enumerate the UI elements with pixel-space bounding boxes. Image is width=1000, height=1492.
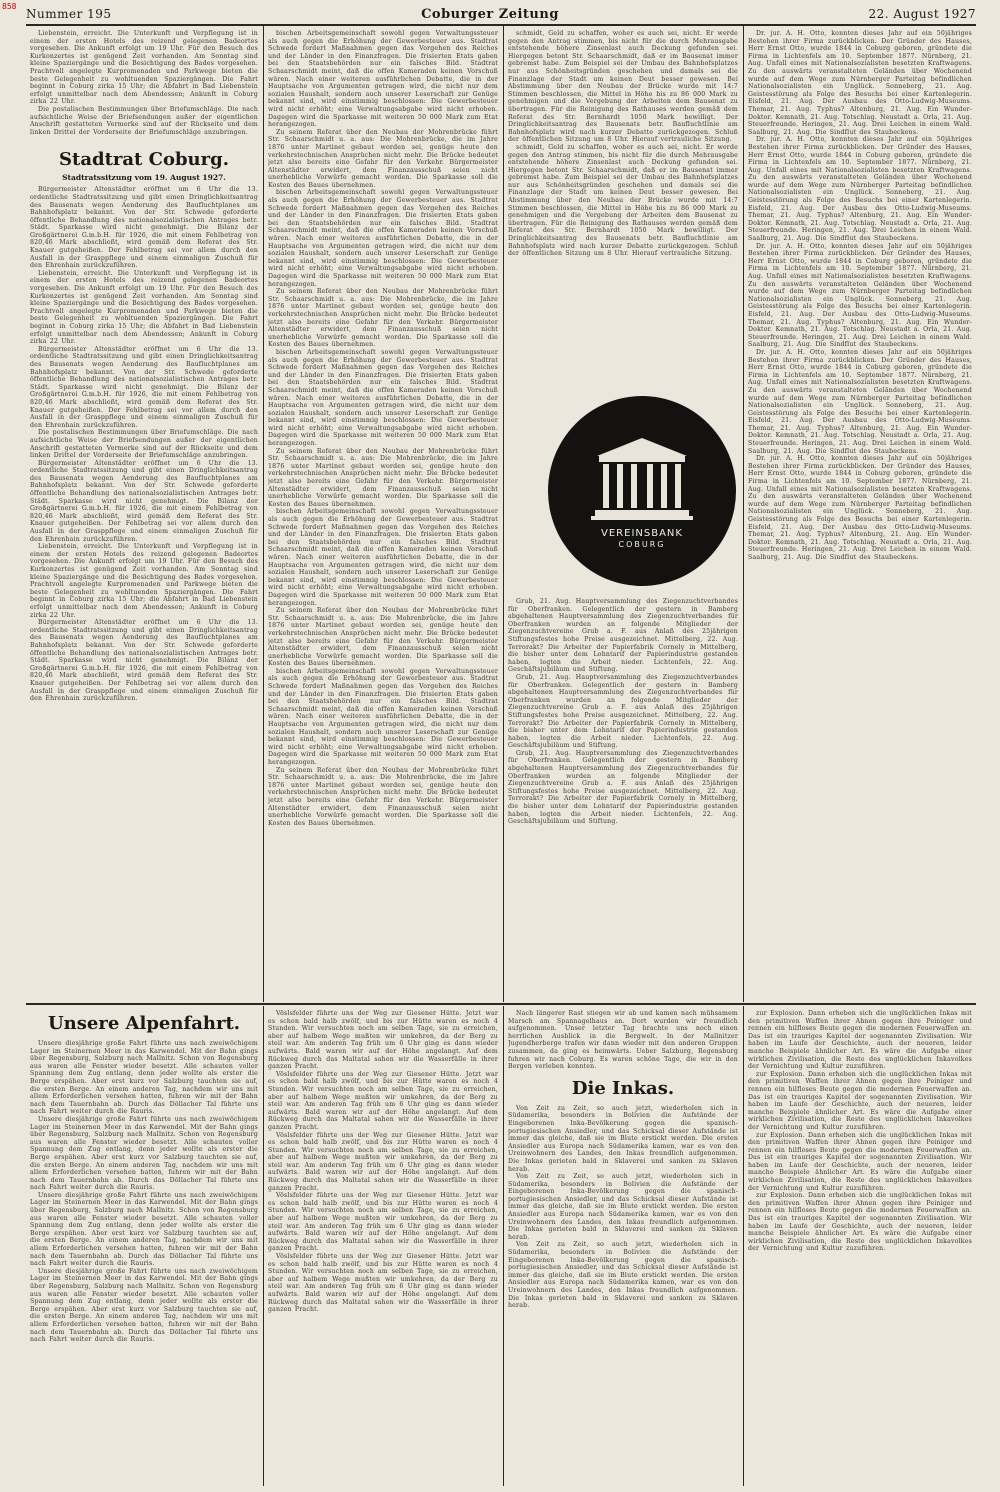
article-text: Zu seinem Referat über den Neubau der Mohrenbrücke führt Str. Schaarschmidt u. a. aus: Die Mohrenbrücke, die im Jahre 1876 unter Martinet gebaut worden sei, genüge heute den verkehrstechnischen Ansprüchen nicht mehr. Die Brücke bedeutet jetzt also bereits eine Gefahr für den Verkehr. Bürgermeister Altenstädter erwidert, dem Finanzausschuß seien nicht unerhebliche Vorwürfe gemacht worden. Die Sparkasse soll die Kosten des Baues übernehmen.: [268, 288, 498, 349]
article-text: Vöslsfelder führte uns der Weg zur Giesener Hütte. Jetzt war es schon bald halb zwölf, und bis zur Hütte waren es noch 4 Stunden. Wir versuchten noch am selben Tage, sie zu erreichen, aber auf halbem Wege mußten wir umkehren, da der Berg zu steil war. Am anderen Tag früh um 6 Uhr ging es dann wieder aufwärts. Bald waren wir auf der Höhe angelangt. Auf dem Rückweg durch das Maltatal sahen wir die Wasserfälle in ihrer ganzen Pracht.: [268, 1070, 498, 1131]
article-text: Zu seinem Referat über den Neubau der Mohrenbrücke führt Str. Schaarschmidt u. a. aus: Die Mohrenbrücke, die im Jahre 1876 unter Martinet gebaut worden sei, genüge heute den verkehrstechnischen Ansprüchen nicht mehr. Die Brücke bedeutet jetzt also bereits eine Gefahr für den Verkehr. Bürgermeister Altenstädter erwidert, dem Finanzausschuß seien nicht unerhebliche Vorwürfe gemacht worden. Die Sparkasse soll die Kosten des Baues übernehmen.: [268, 128, 498, 189]
column-1: [30, 30, 258, 1000]
article-text: Dr. jur. A. H. Otto, konnten dieses Jahr auf ein 50jähriges Bestehen ihrer Firma zurückblicken. Der Gründer des Hauses, Herr Ernst Otto, wurde 1844 in Coburg geboren, gründete die Firma in Lichtenfels am 10. September 1877. Nürnberg, 21. Aug. Unfall eines mit Nationalsozialisten besetzten Kraftwagens. Zu den auswärts veranstalteten Geländen über Wochenend wurde auf dem Wege zum Nürnberger Parteitag befindlichen Nationalsozialisten ein Unglück. Sonneberg, 21. Aug. Geistesstörung als Folge des Besuchs bei einer Kartenlegerin. Eisfeld, 21. Aug. Der Ausbau des Otto-Ludwig-Museums. Themar, 21. Aug. Typhus? Altenburg, 21. Aug. Ein Wunder-Doktor. Kemnath, 21. Aug. Totschlag. Neustadt a. Orla, 21. Aug. Steuerfreunde. Heringen, 21. Aug. Drei Leichen in einem Wald. Saalburg, 21. Aug. Die Sindflut des Staubeckens.: [748, 30, 972, 136]
article-text: Bürgermeister Altenstädter eröffnet um 6 Uhr die 13. ordentliche Stadtratssitzung und gibt einen Dringlichkeitsantrag des Bausenats wegen Aenderung des Baufluchtplanes am Bahnhofsplatz bekannt. Von der Str. Schwede geforderte öffentliche Behandlung des nationalsozialistischen Antrages betr. Städt. Sparkasse wird nicht genehmigt. Die Bilanz der Großgärtnerei G.m.b.H. für 1926, die mit einem Fehlbetrag von 820,46 Mark abschließt, wird gemäß dem Referat des Str. Knauer gutgeheißen. Der Fehlbetrag sei vor allem durch den Ausfall in der Grasppflege und einem einmaligen Zuschuß für den Ehrenhain zurückzuführen.: [30, 459, 258, 543]
newspaper-title: Coburger Zeitung: [421, 6, 559, 22]
issue-date: 22. August 1927: [868, 7, 976, 21]
article-text: Dr. jur. A. H. Otto, konnten dieses Jahr auf ein 50jähriges Bestehen ihrer Firma zurückblicken. Der Gründer des Hauses, Herr Ernst Otto, wurde 1844 in Coburg geboren, gründete die Firma in Lichtenfels am 10. September 1877. Nürnberg, 21. Aug. Unfall eines mit Nationalsozialisten besetzten Kraftwagens. Zu den auswärts veranstalteten Geländen über Wochenend wurde auf dem Wege zum Nürnberger Parteitag befindlichen Nationalsozialisten ein Unglück. Sonneberg, 21. Aug. Geistesstörung als Folge des Besuchs bei einer Kartenlegerin. Eisfeld, 21. Aug. Der Ausbau des Otto-Ludwig-Museums. Themar, 21. Aug. Typhus? Altenburg, 21. Aug. Ein Wunder-Doktor. Kemnath, 21. Aug. Totschlag. Neustadt a. Orla, 21. Aug. Steuerfreunde. Heringen, 21. Aug. Drei Leichen in einem Wald. Saalburg, 21. Aug. Die Sindflut des Staubeckens.: [748, 455, 972, 561]
article-text: Dr. jur. A. H. Otto, konnten dieses Jahr auf ein 50jähriges Bestehen ihrer Firma zurückblicken. Der Gründer des Hauses, Herr Ernst Otto, wurde 1844 in Coburg geboren, gründete die Firma in Lichtenfels am 10. September 1877. Nürnberg, 21. Aug. Unfall eines mit Nationalsozialisten besetzten Kraftwagens. Zu den auswärts veranstalteten Geländen über Wochenend wurde auf dem Wege zum Nürnberger Parteitag befindlichen Nationalsozialisten ein Unglück. Sonneberg, 21. Aug. Geistesstörung als Folge des Besuchs bei einer Kartenlegerin. Eisfeld, 21. Aug. Der Ausbau des Otto-Ludwig-Museums. Themar, 21. Aug. Typhus? Altenburg, 21. Aug. Ein Wunder-Doktor. Kemnath, 21. Aug. Totschlag. Neustadt a. Orla, 21. Aug. Steuerfreunde. Heringen, 21. Aug. Drei Leichen in einem Wald. Saalburg, 21. Aug. Die Sindflut des Staubeckens.: [748, 242, 972, 349]
column-rule: [503, 1006, 504, 1486]
article-text: bischen Arbeitsgemeinschaft sowohl gegen Verwaltungssteuer als auch gegen die Erhöhung der Gewerbesteuer aus. Stadtrat Schwede fordert Maßnahmen gegen das Vorgehen des Reiches und der Länder in den Finanzfragen. Die frisierten Etats gaben bei den Staatsbehörden nur ein falsches Bild. Stadtrat Schaarschmidt meint, daß die offen Kameraden keinen Vorschuß wären. Nach einer weiteren ausführlichen Debatte, die in der Hauptsache von Argumenten getragen wird, die nicht nur dem sozialen Haushalt, sondern auch unserer Leserschaft zur Genüge bekannt sind, wird einstimmig beschlossen: Die Gewerbesteuer wird nicht erhöht; eine Verwaltungsabgabe wird nicht erhoben. Dagegen wird die Sparkasse mit weiteren 50 000 Mark zum Etat herangezogen.: [268, 508, 498, 607]
column-4: [748, 30, 972, 1000]
header-rule: [26, 24, 976, 26]
article-text: Dr. jur. A. H. Otto, konnten dieses Jahr auf ein 50jähriges Bestehen ihrer Firma zurückblicken. Der Gründer des Hauses, Herr Ernst Otto, wurde 1844 in Coburg geboren, gründete die Firma in Lichtenfels am 10. September 1877. Nürnberg, 21. Aug. Unfall eines mit Nationalsozialisten besetzten Kraftwagens. Zu den auswärts veranstalteten Geländen über Wochenend wurde auf dem Wege zum Nürnberger Parteitag befindlichen Nationalsozialisten ein Unglück. Sonneberg, 21. Aug. Geistesstörung als Folge des Besuchs bei einer Kartenlegerin. Eisfeld, 21. Aug. Der Ausbau des Otto-Ludwig-Museums. Themar, 21. Aug. Typhus? Altenburg, 21. Aug. Ein Wunder-Doktor. Kemnath, 21. Aug. Totschlag. Neustadt a. Orla, 21. Aug. Steuerfreunde. Heringen, 21. Aug. Drei Leichen in einem Wald. Saalburg, 21. Aug. Die Sindflut des Staubeckens.: [748, 136, 972, 243]
article-text: Nach längerer Rast stiegen wir ab und kamen nach mühsamem Marsch am Spannagelhaus an. Dort wurden wir freundlich aufgenommen. Unser letzter Tag brachte uns noch einen herrlichen Ausblick in die Bergwelt. In der Mallnitzer Jugendherberge trafen wir dann wieder mit den anderen Gruppen zusammen, da ging es heimwärts. Ueber Salzburg, Regensburg fuhren wir nach Coburg. Es waren schöne Tage, die wir in den Bergen verleben konnten.: [508, 1010, 738, 1071]
article-text: Vöslsfelder führte uns der Weg zur Giesener Hütte. Jetzt war es schon bald halb zwölf, und bis zur Hütte waren es noch 4 Stunden. Wir versuchten noch am selben Tage, sie zu erreichen, aber auf halbem Wege mußten wir umkehren, da der Berg zu steil war. Am anderen Tag früh um 6 Uhr ging es dann wieder aufwärts. Bald waren wir auf der Höhe angelangt. Auf dem Rückweg durch das Maltatal sahen wir die Wasserfälle in ihrer ganzen Pracht.: [268, 1192, 498, 1253]
column-1-bottom: [30, 1010, 258, 1486]
article-text: Unsere diesjährige große Fahrt führte uns nach zweiwöchigem Lager im Steinernen Meer in das Karwendel. Mit der Bahn gings über Regensburg, Salzburg nach Mallnitz. Schon von Regensburg aus waren alle Fenster wieder besetzt. Alle schauten voller Spannung dem Zug entlang, denn jeder wollte als erster die Berge erspähen. Aber erst kurz vor Salzburg tauchten sie auf, die ersten Berge. An einem anderen Tag, nachdem wir uns mit allem Erforderlichen versehen hatten, fuhren wir mit der Bahn nach dem Tauernbahn ab. Durch das Döllacher Tal führte uns nach Fahrt weiter durch die Rauris.: [30, 1267, 258, 1344]
column-4-bottom: [748, 1010, 972, 1486]
column-rule: [743, 26, 744, 1002]
article-text: Die postalischen Bestimmungen über Briefumschläge. Die nach aufsichtliche Weise der Briefsendungen außer der eigentlichen Anschrift gestatteten Vermerke sind auf der Rückseite und dem linken Drittel der Vorderseite der Briefumschläge anzubringen.: [30, 429, 258, 460]
column-3-lower: [508, 598, 738, 1000]
column-rule: [263, 26, 264, 1002]
section-subheading: Stadtratssitzung vom 19. August 1927.: [62, 173, 226, 183]
bank-city: COBURG: [618, 539, 666, 549]
vereinsbank-ad: [548, 396, 736, 586]
article-text: Grub, 21. Aug. Hauptversammlung des Ziegenzuchtverbandes für Oberfranken. Gelegentlich der gestern in Bamberg abgehaltenen Hauptversammlung des Ziegenzuchtverbandes für Oberfranken wurden an folgende Mitglieder der Ziegenzuchtvereine Grub a. F. aus Anlaß des 25jährigen Stiftungsfestes hohe Preise ausgezeichnet. Mittelberg, 22. Aug. Terrorakt? Die Arbeiter der Papierfabrik Cornely in Mittelberg, die bisher unter dem Lohntarif der Papierindustrie gestanden haben, legten die Arbeit nieder. Lichtenfels, 22. Aug. Geschäftsjubiläum und Stiftung.: [508, 749, 738, 826]
article-text: Vöslsfelder führte uns der Weg zur Giesener Hütte. Jetzt war es schon bald halb zwölf, und bis zur Hütte waren es noch 4 Stunden. Wir versuchten noch am selben Tage, sie zu erreichen, aber auf halbem Wege mußten wir umkehren, da der Berg zu steil war. Am anderen Tag früh um 6 Uhr ging es dann wieder aufwärts. Bald waren wir auf der Höhe angelangt. Auf dem Rückweg durch das Maltatal sahen wir die Wasserfälle in ihrer ganzen Pracht.: [268, 1253, 498, 1314]
article-text: Liebenstein, erreicht. Die Unterkunft und Verpflegung ist in einem der ersten Hotels des reizend gelegenen Badeortes vorgesehen. Die Ankunft erfolgt um 19 Uhr. Für den Besuch des Kurkonzertes ist genügend Zeit vorhanden. Am Sonntag sind kleine Spaziergänge und die Besichtigung des Bades vorgesehen. Prachtvoll angelegte Kurpromenaden und Parkwege bieten die beste Gelegenheit zu wohltuenden Spaziergängen. Die Fahrt beginnt in Coburg zirka 15 Uhr; die Abfahrt in Bad Liebenstein erfolgt unmittelbar nach dem Abendessen; Ankunft in Coburg zirka 22 Uhr.: [30, 269, 258, 346]
article-text: zur Explosion. Dann erheben sich die unglücklichen Inkas mit den primitiven Waffen ihrer Ahnen gegen ihre Peiniger und rennen ein hilfloses Beute gegen die modernen Feuerwaffen an. Das ist ein trauriges Kapitel der sogenannten Zivilisation. Wir haben im Laufe der Geschichte, auch der neueren, leider manche Beispiele ähnlicher Art. Es wäre die Aufgabe einer wirklichen Zivilisation, die Reste des unglücklichen Inkavolkes der Vernichtung und Kultur zuzuführen.: [748, 1070, 972, 1131]
article-text: Liebenstein, erreicht. Die Unterkunft und Verpflegung ist in einem der ersten Hotels des reizend gelegenen Badeortes vorgesehen. Die Ankunft erfolgt um 19 Uhr. Für den Besuch des Kurkonzertes ist genügend Zeit vorhanden. Am Sonntag sind kleine Spaziergänge und die Besichtigung des Bades vorgesehen. Prachtvoll angelegte Kurpromenaden und Parkwege bieten die beste Gelegenheit zu wohltuenden Spaziergängen. Die Fahrt beginnt in Coburg zirka 15 Uhr; die Abfahrt in Bad Liebenstein erfolgt unmittelbar nach dem Abendessen; Ankunft in Coburg zirka 22 Uhr.: [30, 30, 258, 106]
article-text: zur Explosion. Dann erheben sich die unglücklichen Inkas mit den primitiven Waffen ihrer Ahnen gegen ihre Peiniger und rennen ein hilfloses Beute gegen die modernen Feuerwaffen an. Das ist ein trauriges Kapitel der sogenannten Zivilisation. Wir haben im Laufe der Geschichte, auch der neueren, leider manche Beispiele ähnlicher Art. Es wäre die Aufgabe einer wirklichen Zivilisation, die Reste des unglücklichen Inkavolkes der Vernichtung und Kultur zuzuführen.: [748, 1192, 972, 1253]
article-text: bischen Arbeitsgemeinschaft sowohl gegen Verwaltungssteuer als auch gegen die Erhöhung der Gewerbesteuer aus. Stadtrat Schwede fordert Maßnahmen gegen das Vorgehen des Reiches und der Länder in den Finanzfragen. Die frisierten Etats gaben bei den Staatsbehörden nur ein falsches Bild. Stadtrat Schaarschmidt meint, daß die offen Kameraden keinen Vorschuß wären. Nach einer weiteren ausführlichen Debatte, die in der Hauptsache von Argumenten getragen wird, die nicht nur dem sozialen Haushalt, sondern auch unserer Leserschaft zur Genüge bekannt sind, wird einstimmig beschlossen: Die Gewerbesteuer wird nicht erhöht; eine Verwaltungsabgabe wird nicht erhoben. Dagegen wird die Sparkasse mit weiteren 50 000 Mark zum Etat herangezogen.: [268, 667, 498, 766]
bank-name: VEREINSBANK: [601, 527, 683, 539]
column-rule: [263, 1006, 264, 1486]
section-heading: Unsere Alpenfahrt.: [47, 1013, 241, 1034]
article-text: Von Zeit zu Zeit, so auch jetzt, wiederholen sich in Südamerika, besonders in Bolivien die Aufstände der Eingeborenen Inka-Bevölkerung gegen die spanisch-portugiesischen Ansiedler, und das Schicksal dieser Aufstände ist immer das gleiche, daß sie im Blute erstickt werden. Die ersten Ansiedler aus Europa nach Südamerika kamen, war es von den Ureinwohnern des Landes, den Inkas freundlich aufgenommen. Die Inkas gerieten bald in Sklaverei und sanken zu Sklaven herab.: [508, 1241, 738, 1310]
article-text: Von Zeit zu Zeit, so auch jetzt, wiederholen sich in Südamerika, besonders in Bolivien die Aufstände der Eingeborenen Inka-Bevölkerung gegen die spanisch-portugiesischen Ansiedler, und das Schicksal dieser Aufstände ist immer das gleiche, daß sie im Blute erstickt werden. Die ersten Ansiedler aus Europa nach Südamerika kamen, war es von den Ureinwohnern des Landes, den Inkas freundlich aufgenommen. Die Inkas gerieten bald in Sklaverei und sanken zu Sklaven herab.: [508, 1173, 738, 1241]
column-3-upper: [508, 30, 738, 385]
article-text: Zu seinem Referat über den Neubau der Mohrenbrücke führt Str. Schaarschmidt u. a. aus: Die Mohrenbrücke, die im Jahre 1876 unter Martinet gebaut worden sei, genüge heute den verkehrstechnischen Ansprüchen nicht mehr. Die Brücke bedeutet jetzt also bereits eine Gefahr für den Verkehr. Bürgermeister Altenstädter erwidert, dem Finanzausschuß seien nicht unerhebliche Vorwürfe gemacht worden. Die Sparkasse soll die Kosten des Baues übernehmen.: [268, 766, 498, 827]
article-text: Vöslsfelder führte uns der Weg zur Giesener Hütte. Jetzt war es schon bald halb zwölf, und bis zur Hütte waren es noch 4 Stunden. Wir versuchten noch am selben Tage, sie zu erreichen, aber auf halbem Wege mußten wir umkehren, da der Berg zu steil war. Am anderen Tag früh um 6 Uhr ging es dann wieder aufwärts. Bald waren wir auf der Höhe angelangt. Auf dem Rückweg durch das Maltatal sahen wir die Wasserfälle in ihrer ganzen Pracht.: [268, 1131, 498, 1192]
article-text: Zu seinem Referat über den Neubau der Mohrenbrücke führt Str. Schaarschmidt u. a. aus: Die Mohrenbrücke, die im Jahre 1876 unter Martinet gebaut worden sei, genüge heute den verkehrstechnischen Ansprüchen nicht mehr. Die Brücke bedeutet jetzt also bereits eine Gefahr für den Verkehr. Bürgermeister Altenstädter erwidert, dem Finanzausschuß seien nicht unerhebliche Vorwürfe gemacht worden. Die Sparkasse soll die Kosten des Baues übernehmen.: [268, 607, 498, 668]
article-text: Zu seinem Referat über den Neubau der Mohrenbrücke führt Str. Schaarschmidt u. a. aus: Die Mohrenbrücke, die im Jahre 1876 unter Martinet gebaut worden sei, genüge heute den verkehrstechnischen Ansprüchen nicht mehr. Die Brücke bedeutet jetzt also bereits eine Gefahr für den Verkehr. Bürgermeister Altenstädter erwidert, dem Finanzausschuß seien nicht unerhebliche Vorwürfe gemacht worden. Die Sparkasse soll die Kosten des Baues übernehmen.: [268, 447, 498, 508]
column-3-bottom: [508, 1010, 738, 1486]
article-text: zur Explosion. Dann erheben sich die unglücklichen Inkas mit den primitiven Waffen ihrer Ahnen gegen ihre Peiniger und rennen ein hilfloses Beute gegen die modernen Feuerwaffen an. Das ist ein trauriges Kapitel der sogenannten Zivilisation. Wir haben im Laufe der Geschichte, auch der neueren, leider manche Beispiele ähnlicher Art. Es wäre die Aufgabe einer wirklichen Zivilisation, die Reste des unglücklichen Inkavolkes der Vernichtung und Kultur zuzuführen.: [748, 1010, 972, 1071]
article-text: Vöslsfelder führte uns der Weg zur Giesener Hütte. Jetzt war es schon bald halb zwölf, und bis zur Hütte waren es noch 4 Stunden. Wir versuchten noch am selben Tage, sie zu erreichen, aber auf halbem Wege mußten wir umkehren, da der Berg zu steil war. Am anderen Tag früh um 6 Uhr ging es dann wieder aufwärts. Bald waren wir auf der Höhe angelangt. Auf dem Rückweg durch das Maltatal sahen wir die Wasserfälle in ihrer ganzen Pracht.: [268, 1010, 498, 1071]
article-text: bischen Arbeitsgemeinschaft sowohl gegen Verwaltungssteuer als auch gegen die Erhöhung der Gewerbesteuer aus. Stadtrat Schwede fordert Maßnahmen gegen das Vorgehen des Reiches und der Länder in den Finanzfragen. Die frisierten Etats gaben bei den Staatsbehörden nur ein falsches Bild. Stadtrat Schaarschmidt meint, daß die offen Kameraden keinen Vorschuß wären. Nach einer weiteren ausführlichen Debatte, die in der Hauptsache von Argumenten getragen wird, die nicht nur dem sozialen Haushalt, sondern auch unserer Leserschaft zur Genüge bekannt sind, wird einstimmig beschlossen: Die Gewerbesteuer wird nicht erhöht; eine Verwaltungsabgabe wird nicht erhoben. Dagegen wird die Sparkasse mit weiteren 50 000 Mark zum Etat herangezogen.: [268, 348, 498, 448]
masthead: [26, 4, 976, 24]
article-text: bischen Arbeitsgemeinschaft sowohl gegen Verwaltungssteuer als auch gegen die Erhöhung der Gewerbesteuer aus. Stadtrat Schwede fordert Maßnahmen gegen das Vorgehen des Reiches und der Länder in den Finanzfragen. Die frisierten Etats gaben bei den Staatsbehörden nur ein falsches Bild. Stadtrat Schaarschmidt meint, daß die offen Kameraden keinen Vorschuß wären. Nach einer weiteren ausführlichen Debatte, die in der Hauptsache von Argumenten getragen wird, die nicht nur dem sozialen Haushalt, sondern auch unserer Leserschaft zur Genüge bekannt sind, wird einstimmig beschlossen: Die Gewerbesteuer wird nicht erhöht; eine Verwaltungsabgabe wird nicht erhoben. Dagegen wird die Sparkasse mit weiteren 50 000 Mark zum Etat herangezogen.: [268, 30, 498, 129]
article-text: Grub, 21. Aug. Hauptversammlung des Ziegenzuchtverbandes für Oberfranken. Gelegentlich der gestern in Bamberg abgehaltenen Hauptversammlung des Ziegenzuchtverbandes für Oberfranken wurden an folgende Mitglieder der Ziegenzuchtvereine Grub a. F. aus Anlaß des 25jährigen Stiftungsfestes hohe Preise ausgezeichnet. Mittelberg, 22. Aug. Terrorakt? Die Arbeiter der Papierfabrik Cornely in Mittelberg, die bisher unter dem Lohntarif der Papierindustrie gestanden haben, legten die Arbeit nieder. Lichtenfels, 22. Aug. Geschäftsjubiläum und Stiftung.: [508, 598, 738, 674]
column-rule: [743, 1006, 744, 1486]
article-text: Grub, 21. Aug. Hauptversammlung des Ziegenzuchtverbandes für Oberfranken. Gelegentlich der gestern in Bamberg abgehaltenen Hauptversammlung des Ziegenzuchtverbandes für Oberfranken wurden an folgende Mitglieder der Ziegenzuchtvereine Grub a. F. aus Anlaß des 25jährigen Stiftungsfestes hohe Preise ausgezeichnet. Mittelberg, 22. Aug. Terrorakt? Die Arbeiter der Papierfabrik Cornely in Mittelberg, die bisher unter dem Lohntarif der Papierindustrie gestanden haben, legten die Arbeit nieder. Lichtenfels, 22. Aug. Geschäftsjubiläum und Stiftung.: [508, 673, 738, 750]
column-2-bottom: [268, 1010, 498, 1486]
article-text: Unsere diesjährige große Fahrt führte uns nach zweiwöchigem Lager im Steinernen Meer in das Karwendel. Mit der Bahn gings über Regensburg, Salzburg nach Mallnitz. Schon von Regensburg aus waren alle Fenster wieder besetzt. Alle schauten voller Spannung dem Zug entlang, denn jeder wollte als erster die Berge erspähen. Aber erst kurz vor Salzburg tauchten sie auf, die ersten Berge. An einem anderen Tag, nachdem wir uns mit allem Erforderlichen versehen hatten, fuhren wir mit der Bahn nach dem Tauernbahn ab. Durch das Döllacher Tal führte uns nach Fahrt weiter durch die Rauris.: [30, 1191, 258, 1268]
section-heading: Die Inkas.: [571, 1077, 675, 1099]
article-text: Unsere diesjährige große Fahrt führte uns nach zweiwöchigem Lager im Steinernen Meer in das Karwendel. Mit der Bahn gings über Regensburg, Salzburg nach Mallnitz. Schon von Regensburg aus waren alle Fenster wieder besetzt. Alle schauten voller Spannung dem Zug entlang, denn jeder wollte als erster die Berge erspähen. Aber erst kurz vor Salzburg tauchten sie auf, die ersten Berge. An einem anderen Tag, nachdem wir uns mit allem Erforderlichen versehen hatten, fuhren wir mit der Bahn nach dem Tauernbahn ab. Durch das Döllacher Tal führte uns nach Fahrt weiter durch die Rauris.: [30, 1040, 258, 1116]
section-heading: Stadtrat Coburg.: [59, 149, 229, 171]
article-text: bischen Arbeitsgemeinschaft sowohl gegen Verwaltungssteuer als auch gegen die Erhöhung der Gewerbesteuer aus. Stadtrat Schwede fordert Maßnahmen gegen das Vorgehen des Reiches und der Länder in den Finanzfragen. Die frisierten Etats gaben bei den Staatsbehörden nur ein falsches Bild. Stadtrat Schaarschmidt meint, daß die offen Kameraden keinen Vorschuß wären. Nach einer weiteren ausführlichen Debatte, die in der Hauptsache von Argumenten getragen wird, die nicht nur dem sozialen Haushalt, sondern auch unserer Leserschaft zur Genüge bekannt sind, wird einstimmig beschlossen: Die Gewerbesteuer wird nicht erhöht; eine Verwaltungsabgabe wird nicht erhoben. Dagegen wird die Sparkasse mit weiteren 50 000 Mark zum Etat herangezogen.: [268, 189, 498, 288]
article-text: Von Zeit zu Zeit, so auch jetzt, wiederholen sich in Südamerika, besonders in Bolivien die Aufstände der Eingeborenen Inka-Bevölkerung gegen die spanisch-portugiesischen Ansiedler, und das Schicksal dieser Aufstände ist immer das gleiche, daß sie im Blute erstickt werden. Die ersten Ansiedler aus Europa nach Südamerika kamen, war es von den Ureinwohnern des Landes, den Inkas freundlich aufgenommen. Die Inkas gerieten bald in Sklaverei und sanken zu Sklaven herab.: [508, 1104, 738, 1173]
article-text: Dr. jur. A. H. Otto, konnten dieses Jahr auf ein 50jähriges Bestehen ihrer Firma zurückblicken. Der Gründer des Hauses, Herr Ernst Otto, wurde 1844 in Coburg geboren, gründete die Firma in Lichtenfels am 10. September 1877. Nürnberg, 21. Aug. Unfall eines mit Nationalsozialisten besetzten Kraftwagens. Zu den auswärts veranstalteten Geländen über Wochenend wurde auf dem Wege zum Nürnberger Parteitag befindlichen Nationalsozialisten ein Unglück. Sonneberg, 21. Aug. Geistesstörung als Folge des Besuchs bei einer Kartenlegerin. Eisfeld, 21. Aug. Der Ausbau des Otto-Ludwig-Museums. Themar, 21. Aug. Typhus? Altenburg, 21. Aug. Ein Wunder-Doktor. Kemnath, 21. Aug. Totschlag. Neustadt a. Orla, 21. Aug. Steuerfreunde. Heringen, 21. Aug. Drei Leichen in einem Wald. Saalburg, 21. Aug. Die Sindflut des Staubeckens.: [748, 348, 972, 455]
article-text: Bürgermeister Altenstädter eröffnet um 6 Uhr die 13. ordentliche Stadtratssitzung und gibt einen Dringlichkeitsantrag des Bausenats wegen Aenderung des Baufluchtplanes am Bahnhofsplatz bekannt. Von der Str. Schwede geforderte öffentliche Behandlung des nationalsozialistischen Antrages betr. Städt. Sparkasse wird nicht genehmigt. Die Bilanz der Großgärtnerei G.m.b.H. für 1926, die mit einem Fehlbetrag von 820,46 Mark abschließt, wird gemäß dem Referat des Str. Knauer gutgeheißen. Der Fehlbetrag sei vor allem durch den Ausfall in der Grasppflege und einem einmaligen Zuschuß für den Ehrenhain zurückzuführen.: [30, 345, 258, 429]
article-text: zur Explosion. Dann erheben sich die unglücklichen Inkas mit den primitiven Waffen ihrer Ahnen gegen ihre Peiniger und rennen ein hilfloses Beute gegen die modernen Feuerwaffen an. Das ist ein trauriges Kapitel der sogenannten Zivilisation. Wir haben im Laufe der Geschichte, auch der neueren, leider manche Beispiele ähnlicher Art. Es wäre die Aufgabe einer wirklichen Zivilisation, die Reste des unglücklichen Inkavolkes der Vernichtung und Kultur zuzuführen.: [748, 1131, 972, 1192]
article-text: schmidt, Geld zu schaffen, woher es auch sei, nicht. Er werde gegen den Antrag stimmen, bis nicht für die durch Mehrausgabe entstehende höhere Zinsenlast auch Deckung gefunden sei. Hiergegen betont Str. Schaarschmidt, daß er im Bausenat immer gebremst habe. Zum Beispiel sei der Umbau des Bahnhofsplatzes nur aus Schönheitsgründen geschehen und damals sei die Finanzlage der Stadt um keinen Deut besser gewesen. Bei Abstimmung über den Neubau der Brücke wurde mit 14:7 Stimmen beschlossen, die Mittel in Höhe bis zu 86 000 Mark zu genehmigen und die Vergebung der Arbeiten dem Bausenat zu übertragen. Für die Reinigung des Rathauses werden gemäß dem Referat des Str. Bernhardt 1050 Mark bewilligt. Der Dringlichkeitsantrag des Bausenats betr. Baufluchtlinie am Bahnhofsplatz wird nach kurzer Debatte zurückgezogen. Schluß der öffentlichen Sitzung um 8 Uhr. Hierauf vertrauliche Sitzung.: [508, 143, 738, 258]
article-text: Bürgermeister Altenstädter eröffnet um 6 Uhr die 13. ordentliche Stadtratssitzung und gibt einen Dringlichkeitsantrag des Bausenats wegen Aenderung des Baufluchtplanes am Bahnhofsplatz bekannt. Von der Str. Schwede geforderte öffentliche Behandlung des nationalsozialistischen Antrages betr. Städt. Sparkasse wird nicht genehmigt. Die Bilanz der Großgärtnerei G.m.b.H. für 1926, die mit einem Fehlbetrag von 820,46 Mark abschließt, wird gemäß dem Referat des Str. Knauer gutgeheißen. Der Fehlbetrag sei vor allem durch den Ausfall in der Grasppflege und einem einmaligen Zuschuß für den Ehrenhain zurückzuführen.: [30, 619, 258, 703]
section-divider: [26, 1003, 976, 1005]
article-text: Bürgermeister Altenstädter eröffnet um 6 Uhr die 13. ordentliche Stadtratssitzung und gibt einen Dringlichkeitsantrag des Bausenats wegen Aenderung des Baufluchtplanes am Bahnhofsplatz bekannt. Von der Str. Schwede geforderte öffentliche Behandlung des nationalsozialistischen Antrages betr. Städt. Sparkasse wird nicht genehmigt. Die Bilanz der Großgärtnerei G.m.b.H. für 1926, die mit einem Fehlbetrag von 820,46 Mark abschließt, wird gemäß dem Referat des Str. Knauer gutgeheißen. Der Fehlbetrag sei vor allem durch den Ausfall in der Grasppflege und einem einmaligen Zuschuß für den Ehrenhain zurückzuführen.: [30, 186, 258, 270]
bank-building-icon: [587, 434, 697, 522]
article-text: Unsere diesjährige große Fahrt führte uns nach zweiwöchigem Lager im Steinernen Meer in das Karwendel. Mit der Bahn gings über Regensburg, Salzburg nach Mallnitz. Schon von Regensburg aus waren alle Fenster wieder besetzt. Alle schauten voller Spannung dem Zug entlang, denn jeder wollte als erster die Berge erspähen. Aber erst kurz vor Salzburg tauchten sie auf, die ersten Berge. An einem anderen Tag, nachdem wir uns mit allem Erforderlichen versehen hatten, fuhren wir mit der Bahn nach dem Tauernbahn ab. Durch das Döllacher Tal führte uns nach Fahrt weiter durch die Rauris.: [30, 1115, 258, 1192]
column-rule: [503, 26, 504, 1002]
column-2: [268, 30, 498, 1000]
page-mark: 858: [2, 2, 17, 11]
article-text: Die postalischen Bestimmungen über Briefumschläge. Die nach aufsichtliche Weise der Briefsendungen außer der eigentlichen Anschrift gestatteten Vermerke sind auf der Rückseite und dem linken Drittel der Vorderseite der Briefumschläge anzubringen.: [30, 105, 258, 136]
article-text: schmidt, Geld zu schaffen, woher es auch sei, nicht. Er werde gegen den Antrag stimmen, bis nicht für die durch Mehrausgabe entstehende höhere Zinsenlast auch Deckung gefunden sei. Hiergegen betont Str. Schaarschmidt, daß er im Bausenat immer gebremst habe. Zum Beispiel sei der Umbau des Bahnhofsplatzes nur aus Schönheitsgründen geschehen und damals sei die Finanzlage der Stadt um keinen Deut besser gewesen. Bei Abstimmung über den Neubau der Brücke wurde mit 14:7 Stimmen beschlossen, die Mittel in Höhe bis zu 86 000 Mark zu genehmigen und die Vergebung der Arbeiten dem Bausenat zu übertragen. Für die Reinigung des Rathauses werden gemäß dem Referat des Str. Bernhardt 1050 Mark bewilligt. Der Dringlichkeitsantrag des Bausenats betr. Baufluchtlinie am Bahnhofsplatz wird nach kurzer Debatte zurückgezogen. Schluß der öffentlichen Sitzung um 8 Uhr. Hierauf vertrauliche Sitzung.: [508, 30, 738, 144]
issue-number: Nummer 195: [26, 7, 112, 21]
article-text: Liebenstein, erreicht. Die Unterkunft und Verpflegung ist in einem der ersten Hotels des reizend gelegenen Badeortes vorgesehen. Die Ankunft erfolgt um 19 Uhr. Für den Besuch des Kurkonzertes ist genügend Zeit vorhanden. Am Sonntag sind kleine Spaziergänge und die Besichtigung des Bades vorgesehen. Prachtvoll angelegte Kurpromenaden und Parkwege bieten die beste Gelegenheit zu wohltuenden Spaziergängen. Die Fahrt beginnt in Coburg zirka 15 Uhr; die Abfahrt in Bad Liebenstein erfolgt unmittelbar nach dem Abendessen; Ankunft in Coburg zirka 22 Uhr.: [30, 543, 258, 619]
